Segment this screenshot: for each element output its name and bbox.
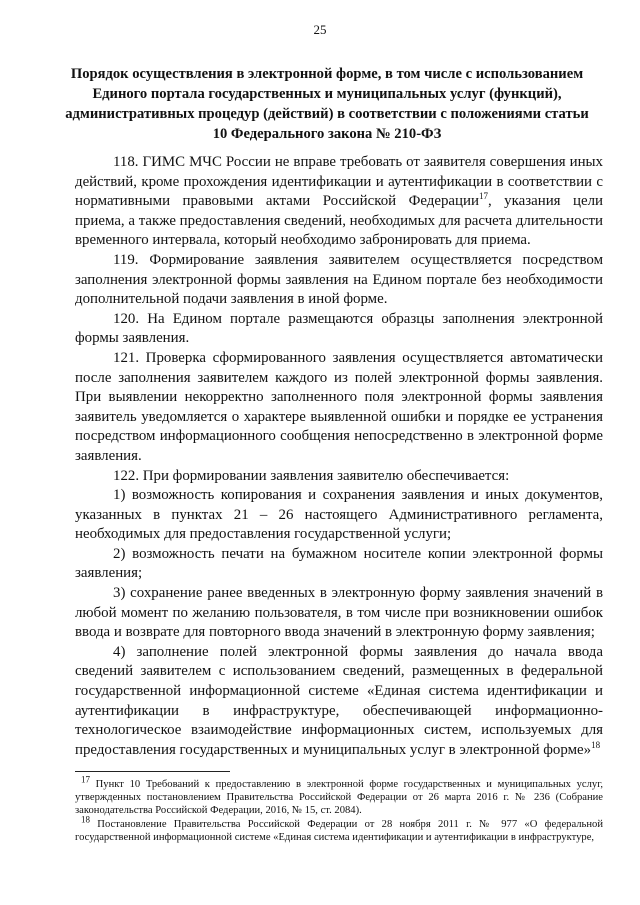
footnotes	[75, 774, 603, 844]
footnote-ref-18: 18	[591, 739, 601, 750]
paragraph-118-text-a: 118. ГИМС МЧС России не вправе требовать от заявителя совершения иных действий, кроме прохождения идентификации и аутентификации в соответствии с нормативными правовыми актами Российской Федерации	[75, 154, 603, 210]
footnote-18-text: Постановление Правительства Российской Федерации от 28 ноября 2011 г. № 977 «О федеральной государственной информационной системе «Единая система идентификации и аутентификации в инфраструктуре,	[75, 818, 603, 843]
document-body	[75, 153, 603, 760]
paragraph-118-text-b: , указания цели приема, а также предоставления сведений, необходимых для расчета длительности временного интервала, который необходимо забронировать для приема.	[75, 193, 603, 249]
footnote-18	[75, 814, 603, 844]
footnote-17-marker: 17	[81, 774, 90, 785]
footnote-17	[75, 774, 603, 818]
paragraph-122: 122. При формировании заявления заявителю обеспечивается:	[113, 467, 510, 484]
footnote-17-text: Пункт 10 Требований к предоставлению в электронной форме государственных и муниципальных услуг, утвержденных постановлением Правительства Российской Федерации от 26 марта 2016 г. № 236 (Собрание законодательства Российской Федерации, 2016, № 15, ст. 2084).	[75, 779, 603, 817]
section-heading: Порядок осуществления в электронной форме, в том числе с использованием Единого портала государственных и муниципальных услуг (функций), административных процедур (действий) в соответствии с положениями статьи 10 Федерального закона № 210-ФЗ	[65, 66, 589, 142]
footnote-ref-17: 17	[478, 191, 488, 202]
paragraph-121: 121. Проверка сформированного заявления осуществляется автоматически после заполнения заявителем каждого из полей электронной формы заявления. При выявлении некорректно заполненного поля электронной формы заявления заявитель уведомляется о характере выявленной ошибки и порядке ее устранения посредством информационного сообщения непосредственно в электронной форме заявления.	[75, 349, 603, 464]
footnote-separator	[75, 771, 230, 772]
paragraph-120: 120. На Едином портале размещаются образцы заполнения электронной формы заявления.	[75, 310, 603, 347]
list-item-1: 1) возможность копирования и сохранения заявления и иных документов, указанных в пунктах 21 – 26 настоящего Административного регламента, необходимых для предоставления государственной услуги;	[75, 487, 603, 543]
list-item-4-text: 4) заполнение полей электронной формы заявления до начала ввода сведений заявителем с использованием сведений, размещенных в федеральной государственной информационной системе «Единая система идентификации и аутентификации в инфраструктуре, обеспечивающей информационно-технологическое взаимодействие информационных систем, используемых для предоставления государственных и муниципальных услуг в электронной форме»	[75, 643, 603, 758]
list-item-4	[75, 643, 603, 761]
paragraph-118	[75, 153, 603, 251]
page-number: 25	[313, 22, 327, 37]
footnote-18-marker: 18	[81, 814, 90, 825]
list-item-2: 2) возможность печати на бумажном носителе копии электронной формы заявления;	[75, 545, 603, 582]
paragraph-119: 119. Формирование заявления заявителем осуществляется посредством заполнения электронной формы заявления на Едином портале без необходимости дополнительной подачи заявления в иной форме.	[75, 251, 603, 308]
list-item-3: 3) сохранение ранее введенных в электронную форму заявления значений в любой момент по желанию пользователя, в том числе при возникновении ошибок ввода и возврате для повторного ввода значений в электронную форму заявления;	[75, 585, 603, 641]
